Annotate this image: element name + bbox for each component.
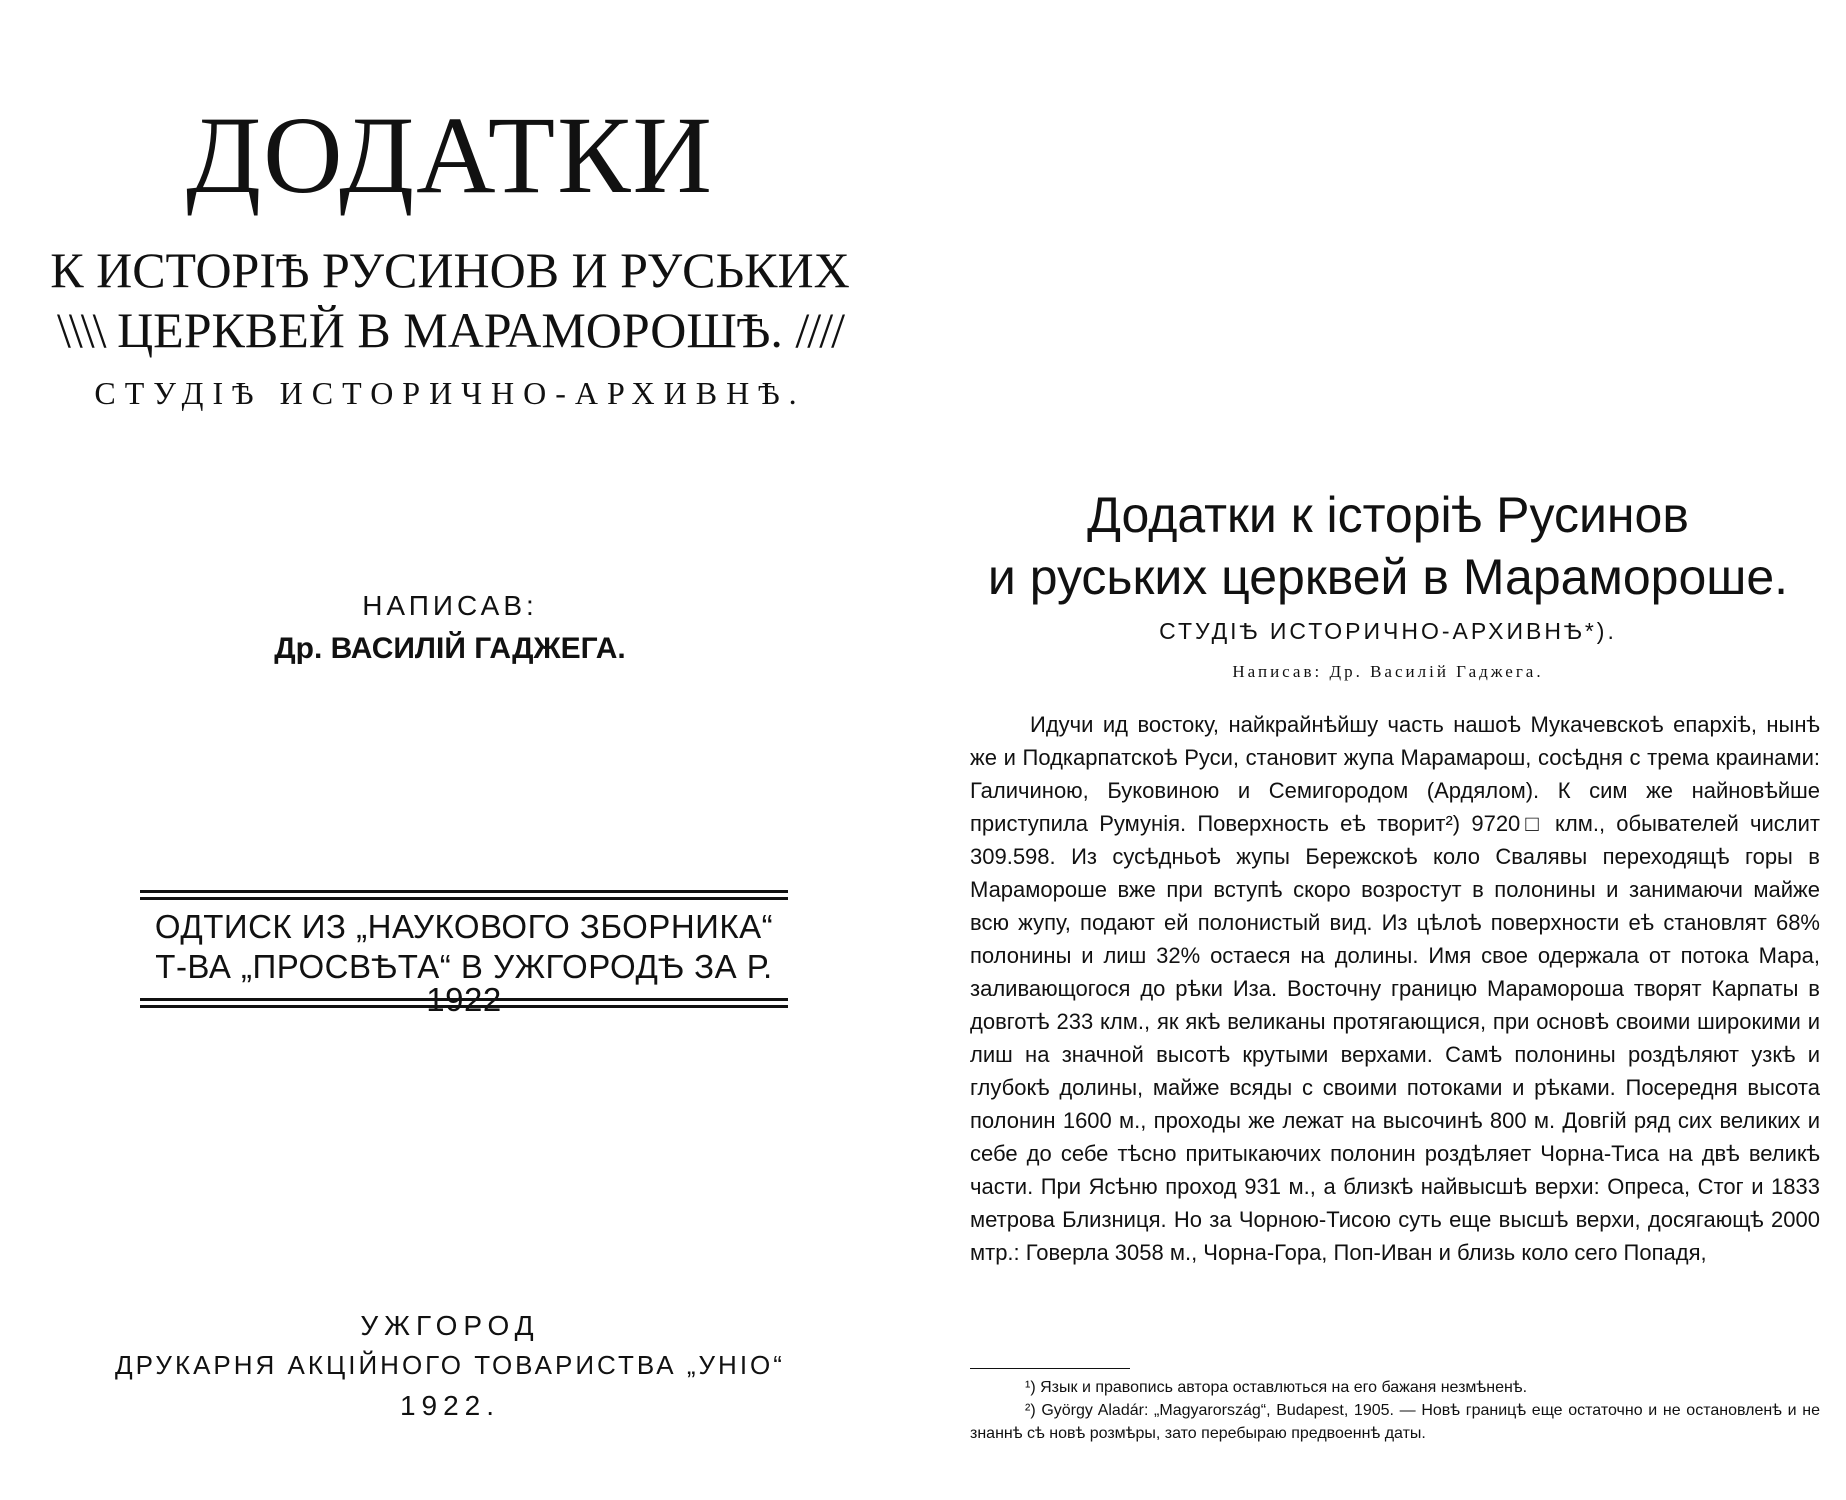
- book-title: ДОДАТКИ: [186, 94, 714, 216]
- offprint-line-2: Т-ВА „ПРОСВѢТА“ В УЖГОРОДѢ ЗА Р.: [155, 948, 773, 985]
- footnote-separator: [970, 1368, 1130, 1369]
- article-subtitle: СТУДІѢ ИСТОРИЧНО-АРХИВНѢ*).: [1159, 618, 1617, 644]
- title-page: [0, 0, 900, 1500]
- publication-city: УЖГОРОД: [360, 1310, 540, 1341]
- book-subtitle-line-1: К ИСТОРІѢ РУСИНОВ И РУСЬКИХ: [50, 242, 850, 298]
- printer-name: ДРУКАРНЯ АКЦІЙНОГО ТОВАРИСТВА „УНІО“: [115, 1350, 785, 1380]
- book-subtitle-line-2: ЦЕРКВЕЙ В МАРАМОРОШѢ.: [117, 302, 783, 358]
- double-rule-bottom-b: [140, 1005, 788, 1008]
- offprint-notice: [140, 890, 788, 990]
- footnotes: [970, 1376, 1820, 1445]
- byline-author: Др. ВАСИЛІЙ ГАДЖЕГА.: [274, 632, 626, 665]
- double-rule-top-b: [140, 897, 788, 900]
- article-page: [930, 0, 1846, 1500]
- right-slash-ornament: ////: [795, 302, 843, 358]
- publication-year: 1922.: [399, 1390, 501, 1421]
- byline-label: НАПИСАВ:: [362, 590, 538, 621]
- footnote-2: ²) György Aladár: „Magyarország“, Budapest, 1905. — Новѣ границѣ еще остаточно и не остановленѣ и не знаннѣ сѣ новѣ розмѣры, зато перебыраю предвоеннѣ даты.: [970, 1402, 1820, 1442]
- article-body-paragraph: Идучи ид востоку, найкрайнѣйшу часть нашоѣ Мукачевскоѣ епархіѣ, нынѣ же и Подкарпатскоѣ Руси, становит жупа Марамарош, сосѣдня с трема краинами: Галичиною, Буковиною и Семигородом (Ардялом). К сим же найновѣйше приступила Румунія. Поверхность еѣ творит²) 9720□ клм., обывателей числит 309.598. Из сусѣдньоѣ жупы Бережскоѣ коло Свалявы переходящѣ горы в Марамороше вже при вступѣ скоро возростут в полонины и занимаючи майже всю жупу, подают ей полонистый вид. Из цѣлоѣ поверхности еѣ становлят 68% полонины и лиш 32% остаеся на долины. Имя свое одержала от потока Мара, заливающогося до рѣки Иза. Восточну границю Марамороша творят Карпаты в довготѣ 233 клм., як якѣ великаны протягающися, при основѣ своими широкими и лиш на значной высотѣ крутыми верхами. Самѣ полонины роздѣляют узкѣ и глубокѣ долины, майже всяды с своими потоками и рѣками. Посередня высота полонин 1600 м., проходы же лежат на высочинѣ 800 м. Довгій ряд сих великих и себе до себе тѣсно притыкаючих полонин роздѣляет Чорна-Тиса на двѣ великѣ части. При Ясѣню проход 931 м., а близкѣ найвысшѣ верхи: Опреса, Стог и 1833 метрова Близниця. Но за Чорною-Тисою суть еще высшѣ верхи, досягающѣ 2000 мтр.: Говерла 3058 м., Чорна-Гора, Поп-Иван и близь коло сего Попадя,: [970, 712, 1820, 1265]
- article-title-line-2: и руських церквей в Марамороше.: [987, 549, 1789, 605]
- offprint-line-1: ОДТИСК ИЗ „НАУКОВОГО ЗБОРНИКА“: [154, 908, 774, 945]
- double-rule-bottom-a: [140, 998, 788, 1001]
- left-slash-ornament: \\\\: [57, 302, 105, 358]
- double-rule-top-a: [140, 890, 788, 893]
- article-author: Написав: Др. Василій Гаджега.: [1232, 662, 1544, 681]
- book-subtitle-line-2-row: [0, 302, 900, 358]
- footnote-1: ¹) Язык и правопись автора оставлються на его бажаня незмѣненѣ.: [1025, 1379, 1528, 1396]
- article-title-line-1: Додатки к історіѣ Русинов: [1087, 487, 1689, 543]
- study-type-line: СТУДІѢ ИСТОРИЧНО-АРХИВНѢ.: [94, 375, 806, 411]
